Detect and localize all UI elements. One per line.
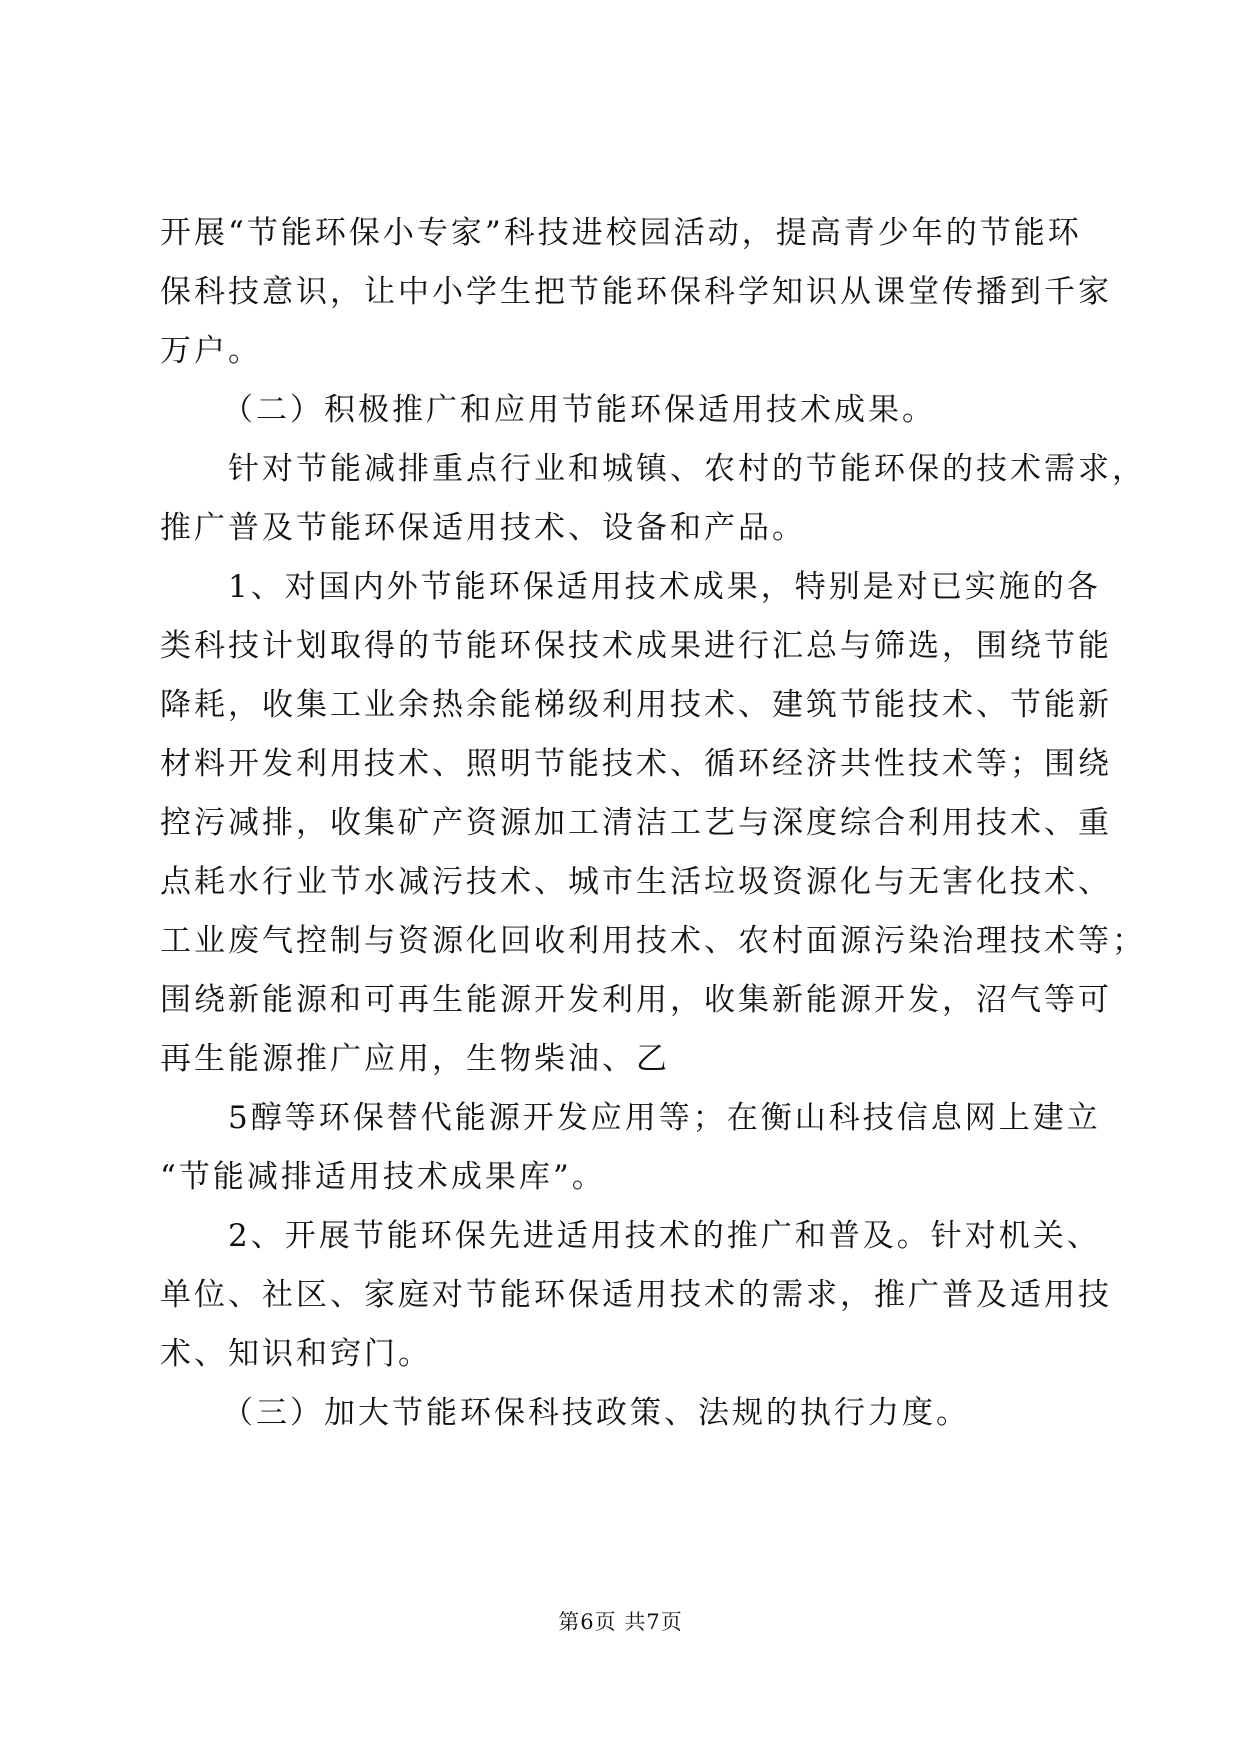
text-line: 开展“节能环保小专家”科技进校园活动，提高青少年的节能环 xyxy=(160,215,1082,251)
text-line: 工业废气控制与资源化回收利用技术、农村面源污染治理技术等； xyxy=(160,923,1146,959)
text-line: 针对节能减排重点行业和城镇、农村的节能环保的技术需求， xyxy=(228,451,1146,487)
section-heading: （二）积极推广和应用节能环保适用技术成果。 xyxy=(222,392,936,428)
text-line: 推广普及节能环保适用技术、设备和产品。 xyxy=(160,510,806,546)
text-line: 万户。 xyxy=(160,333,262,369)
text-line: 材料开发利用技术、照明节能技术、循环经济共性技术等；围绕 xyxy=(160,746,1112,782)
text-line: 点耗水行业节水减污技术、城市生活垃圾资源化与无害化技术、 xyxy=(160,864,1112,900)
section-heading: （三）加大节能环保科技政策、法规的执行力度。 xyxy=(222,1395,970,1431)
page-number: 第6页 共7页 xyxy=(558,1610,683,1634)
text-line: 降耗，收集工业余热余能梯级利用技术、建筑节能技术、节能新 xyxy=(160,687,1112,723)
body-text xyxy=(160,204,1146,1443)
text-line: 5醇等环保替代能源开发应用等；在衡山科技信息网上建立 xyxy=(228,1100,1101,1136)
text-line: 1、对国内外节能环保适用技术成果，特别是对已实施的各 xyxy=(228,569,1101,605)
text-line: 再生能源推广应用，生物柴油、乙 xyxy=(160,1041,670,1077)
text-line: 单位、社区、家庭对节能环保适用技术的需求，推广普及适用技 xyxy=(160,1277,1112,1313)
text-line: 保科技意识，让中小学生把节能环保科学知识从课堂传播到千家 xyxy=(160,274,1112,310)
text-line: 2、开展节能环保先进适用技术的推广和普及。针对机关、 xyxy=(228,1218,1101,1254)
text-line: 围绕新能源和可再生能源开发利用，收集新能源开发，沼气等可 xyxy=(160,982,1112,1018)
text-line: “节能减排适用技术成果库”。 xyxy=(160,1159,606,1195)
text-line: 控污减排，收集矿产资源加工清洁工艺与深度综合利用技术、重 xyxy=(160,805,1112,841)
text-line: 类科技计划取得的节能环保技术成果进行汇总与筛选，围绕节能 xyxy=(160,628,1112,664)
text-line: 术、知识和窍门。 xyxy=(160,1336,432,1372)
